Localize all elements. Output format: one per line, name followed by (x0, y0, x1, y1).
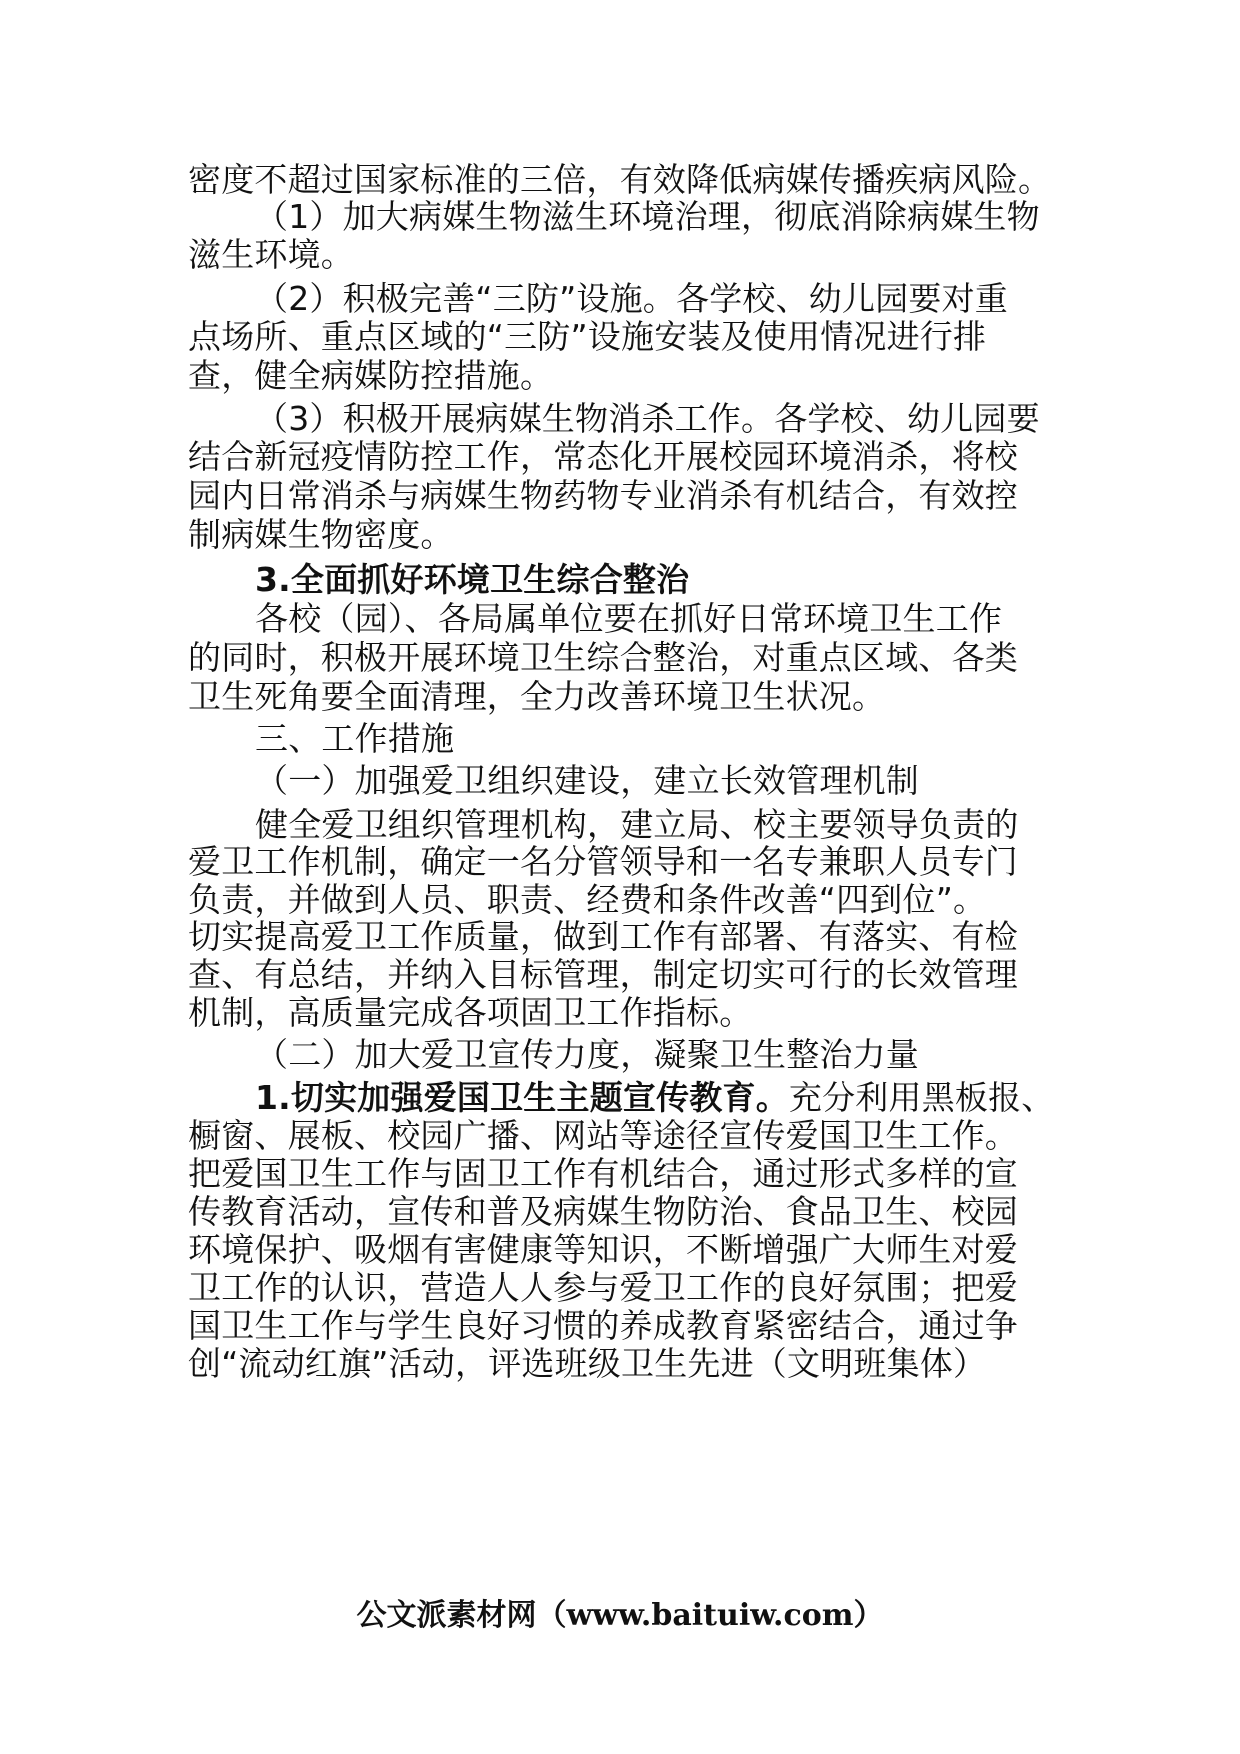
paragraph-line: 结合新冠疫情防控工作，常态化开展校园环境消杀，将校 (188, 437, 1018, 476)
paragraph-line: 的同时，积极开展环境卫生综合整治，对重点区域、各类 (188, 638, 1018, 677)
paragraph-line: 滋生环境。 (188, 235, 354, 274)
paragraph-line: 传教育活动，宣传和普及病媒生物防治、食品卫生、校园 (188, 1192, 1018, 1231)
paragraph-line: 负责，并做到人员、职责、经费和条件改善“四到位”。 (188, 880, 987, 919)
paragraph-line: （2）积极完善“三防”设施。各学校、幼儿园要对重 (255, 279, 1008, 318)
paragraph-line: 卫生死角要全面清理，全力改善环境卫生状况。 (188, 677, 886, 716)
paragraph-line: （1）加大病媒生物滋生环境治理，彻底消除病媒生物 (255, 197, 1040, 236)
paragraph-line: 爱卫工作机制，确定一名分管领导和一名专兼职人员专门 (188, 842, 1018, 881)
paragraph-line: 把爱国卫生工作与固卫工作有机结合，通过形式多样的宣 (188, 1154, 1018, 1193)
paragraph-line: 查，健全病媒防控措施。 (188, 356, 554, 395)
paragraph-line: 橱窗、展板、校园广播、网站等途径宣传爱国卫生工作。 (188, 1116, 1018, 1155)
paragraph-line: 制病媒生物密度。 (188, 515, 454, 554)
paragraph-line: 国卫生工作与学生良好习惯的养成教育紧密结合，通过争 (188, 1306, 1018, 1345)
paragraph-line: 查、有总结，并纳入目标管理，制定切实可行的长效管理 (188, 955, 1018, 994)
footer-watermark: 公文派素材网（www.baituiw.com） (356, 1598, 884, 1633)
bold-lead-text: 1.切实加强爱国卫生主题宣传教育。 (255, 1078, 789, 1117)
paragraph-line: 健全爱卫组织管理机构，建立局、校主要领导负责的 (255, 805, 1019, 844)
subsection-heading: （二）加大爱卫宣传力度，凝聚卫生整治力量 (255, 1035, 919, 1074)
paragraph-line: 密度不超过国家标准的三倍，有效降低病媒传播疾病风险。 (188, 160, 1052, 199)
subsection-heading: （一）加强爱卫组织建设，建立长效管理机制 (255, 761, 919, 800)
paragraph-line: 各校（园）、各局属单位要在抓好日常环境卫生工作 (255, 599, 1003, 638)
paragraph-line: 卫工作的认识，营造人人参与爱卫工作的良好氛围；把爱 (188, 1268, 1018, 1307)
lead-continuation-text: 充分利用黑板报、 (788, 1078, 1055, 1117)
paragraph-line: 点场所、重点区域的“三防”设施安装及使用情况进行排 (188, 317, 987, 356)
section-heading: 3.全面抓好环境卫生综合整治 (255, 560, 690, 599)
paragraph-line: 环境保护、吸烟有害健康等知识，不断增强广大师生对爱 (188, 1230, 1018, 1269)
paragraph-line: 机制，高质量完成各项固卫工作指标。 (188, 993, 753, 1032)
paragraph-line: 创“流动红旗”活动，评选班级卫生先进（文明班集体） (188, 1344, 987, 1383)
section-heading: 三、工作措施 (255, 719, 455, 758)
paragraph-line: 园内日常消杀与病媒生物药物专业消杀有机结合，有效控 (188, 476, 1018, 515)
paragraph-line: 切实提高爱卫工作质量，做到工作有部署、有落实、有检 (188, 917, 1018, 956)
paragraph-line: （3）积极开展病媒生物消杀工作。各学校、幼儿园要 (255, 399, 1040, 438)
